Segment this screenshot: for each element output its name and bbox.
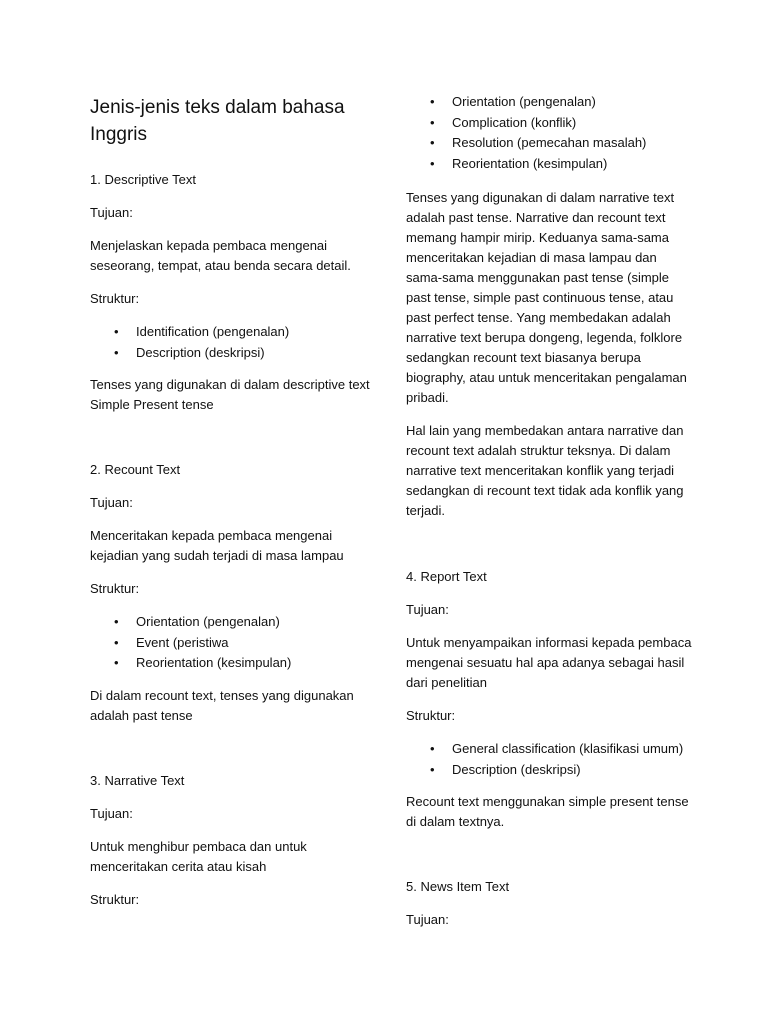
recount-struktur-list	[90, 612, 380, 674]
list-item: • Resolution (pemecahan masalah)	[406, 133, 696, 154]
recount-tenses: Di dalam recount text, tenses yang digunakan adalah past tense	[90, 687, 354, 723]
right-column	[406, 0, 696, 930]
recount-tujuan-label: Tujuan:	[90, 495, 133, 510]
list-item: • Orientation (pengenalan)	[90, 612, 380, 633]
narrative-tujuan-label: Tujuan:	[90, 805, 133, 821]
list-item: • General classification (klasifikasi umum)	[406, 739, 696, 760]
recount-struktur-label: Struktur:	[90, 581, 140, 596]
recount-tujuan: Menceritakan kepada pembaca mengenai kejadian yang sudah terjadi di masa lampau	[90, 528, 344, 563]
news-heading: 5. News Item Text	[406, 879, 510, 894]
list-item: • Reorientation (kesimpulan)	[90, 653, 380, 674]
descriptive-tujuan: Menjelaskan kepada pembaca mengenai seseorang, tempat, atau benda secara detail.	[90, 238, 351, 273]
narrative-struktur-label: Struktur:	[90, 891, 140, 907]
list-item: • Event (peristiwa	[90, 633, 380, 654]
list-item: • Description (deskripsi)	[90, 343, 380, 364]
list-item: • Reorientation (kesimpulan)	[406, 154, 696, 175]
report-struktur-list	[406, 739, 696, 780]
report-tujuan: Untuk menyampaikan informasi kepada pembaca mengenai sesuatu hal apa adanya sebagai hasil dari penelitian	[406, 635, 692, 690]
document-title: Jenis-jenis teks dalam bahasa Inggris	[90, 97, 345, 145]
descriptive-tujuan-label: Tujuan:	[90, 205, 133, 220]
narrative-struktur-list	[406, 92, 696, 174]
narrative-heading: 3. Narrative Text	[90, 772, 185, 788]
narrative-perbedaan: Hal lain yang membedakan antara narrative dan recount text adalah struktur teksnya. Di dalam narrative text menceritakan konflik yang terjadi sedangkan di recount text tidak ada konflik yang terjadi.	[406, 423, 684, 518]
descriptive-struktur-label: Struktur:	[90, 291, 140, 306]
list-item: • Identification (pengenalan)	[90, 322, 380, 343]
descriptive-struktur-list	[90, 322, 380, 363]
news-tujuan-label: Tujuan:	[406, 912, 449, 927]
list-item: • Orientation (pengenalan)	[406, 92, 696, 113]
left-column	[90, 0, 380, 910]
report-tenses: Recount text menggunakan simple present tense di dalam textnya.	[406, 794, 689, 829]
report-heading: 4. Report Text	[406, 569, 487, 584]
recount-heading: 2. Recount Text	[90, 462, 181, 477]
list-item: • Complication (konflik)	[406, 113, 696, 134]
narrative-tujuan: Untuk menghibur pembaca dan untuk menceritakan cerita atau kisah	[90, 838, 307, 874]
descriptive-heading: 1. Descriptive Text	[90, 172, 196, 187]
report-struktur-label: Struktur:	[406, 708, 456, 723]
report-tujuan-label: Tujuan:	[406, 602, 449, 617]
list-item: • Description (deskripsi)	[406, 760, 696, 781]
narrative-tenses: Tenses yang digunakan di dalam narrative text adalah past tense. Narrative dan recount text memang hampir mirip. Keduanya sama-sama menceritakan kejadian di masa lampau dan sama-sama menggunakan past tense (simple past tense, simple past continuous tense, atau past perfect tense. Yang membedakan adalah narrative text berupa dongeng, legenda, folklore sedangkan recount text biasanya berupa biography, atau untuk menceritakan pengalaman pribadi.	[406, 190, 687, 405]
descriptive-tenses: Tenses yang digunakan di dalam descriptive text Simple Present tense	[90, 377, 370, 412]
